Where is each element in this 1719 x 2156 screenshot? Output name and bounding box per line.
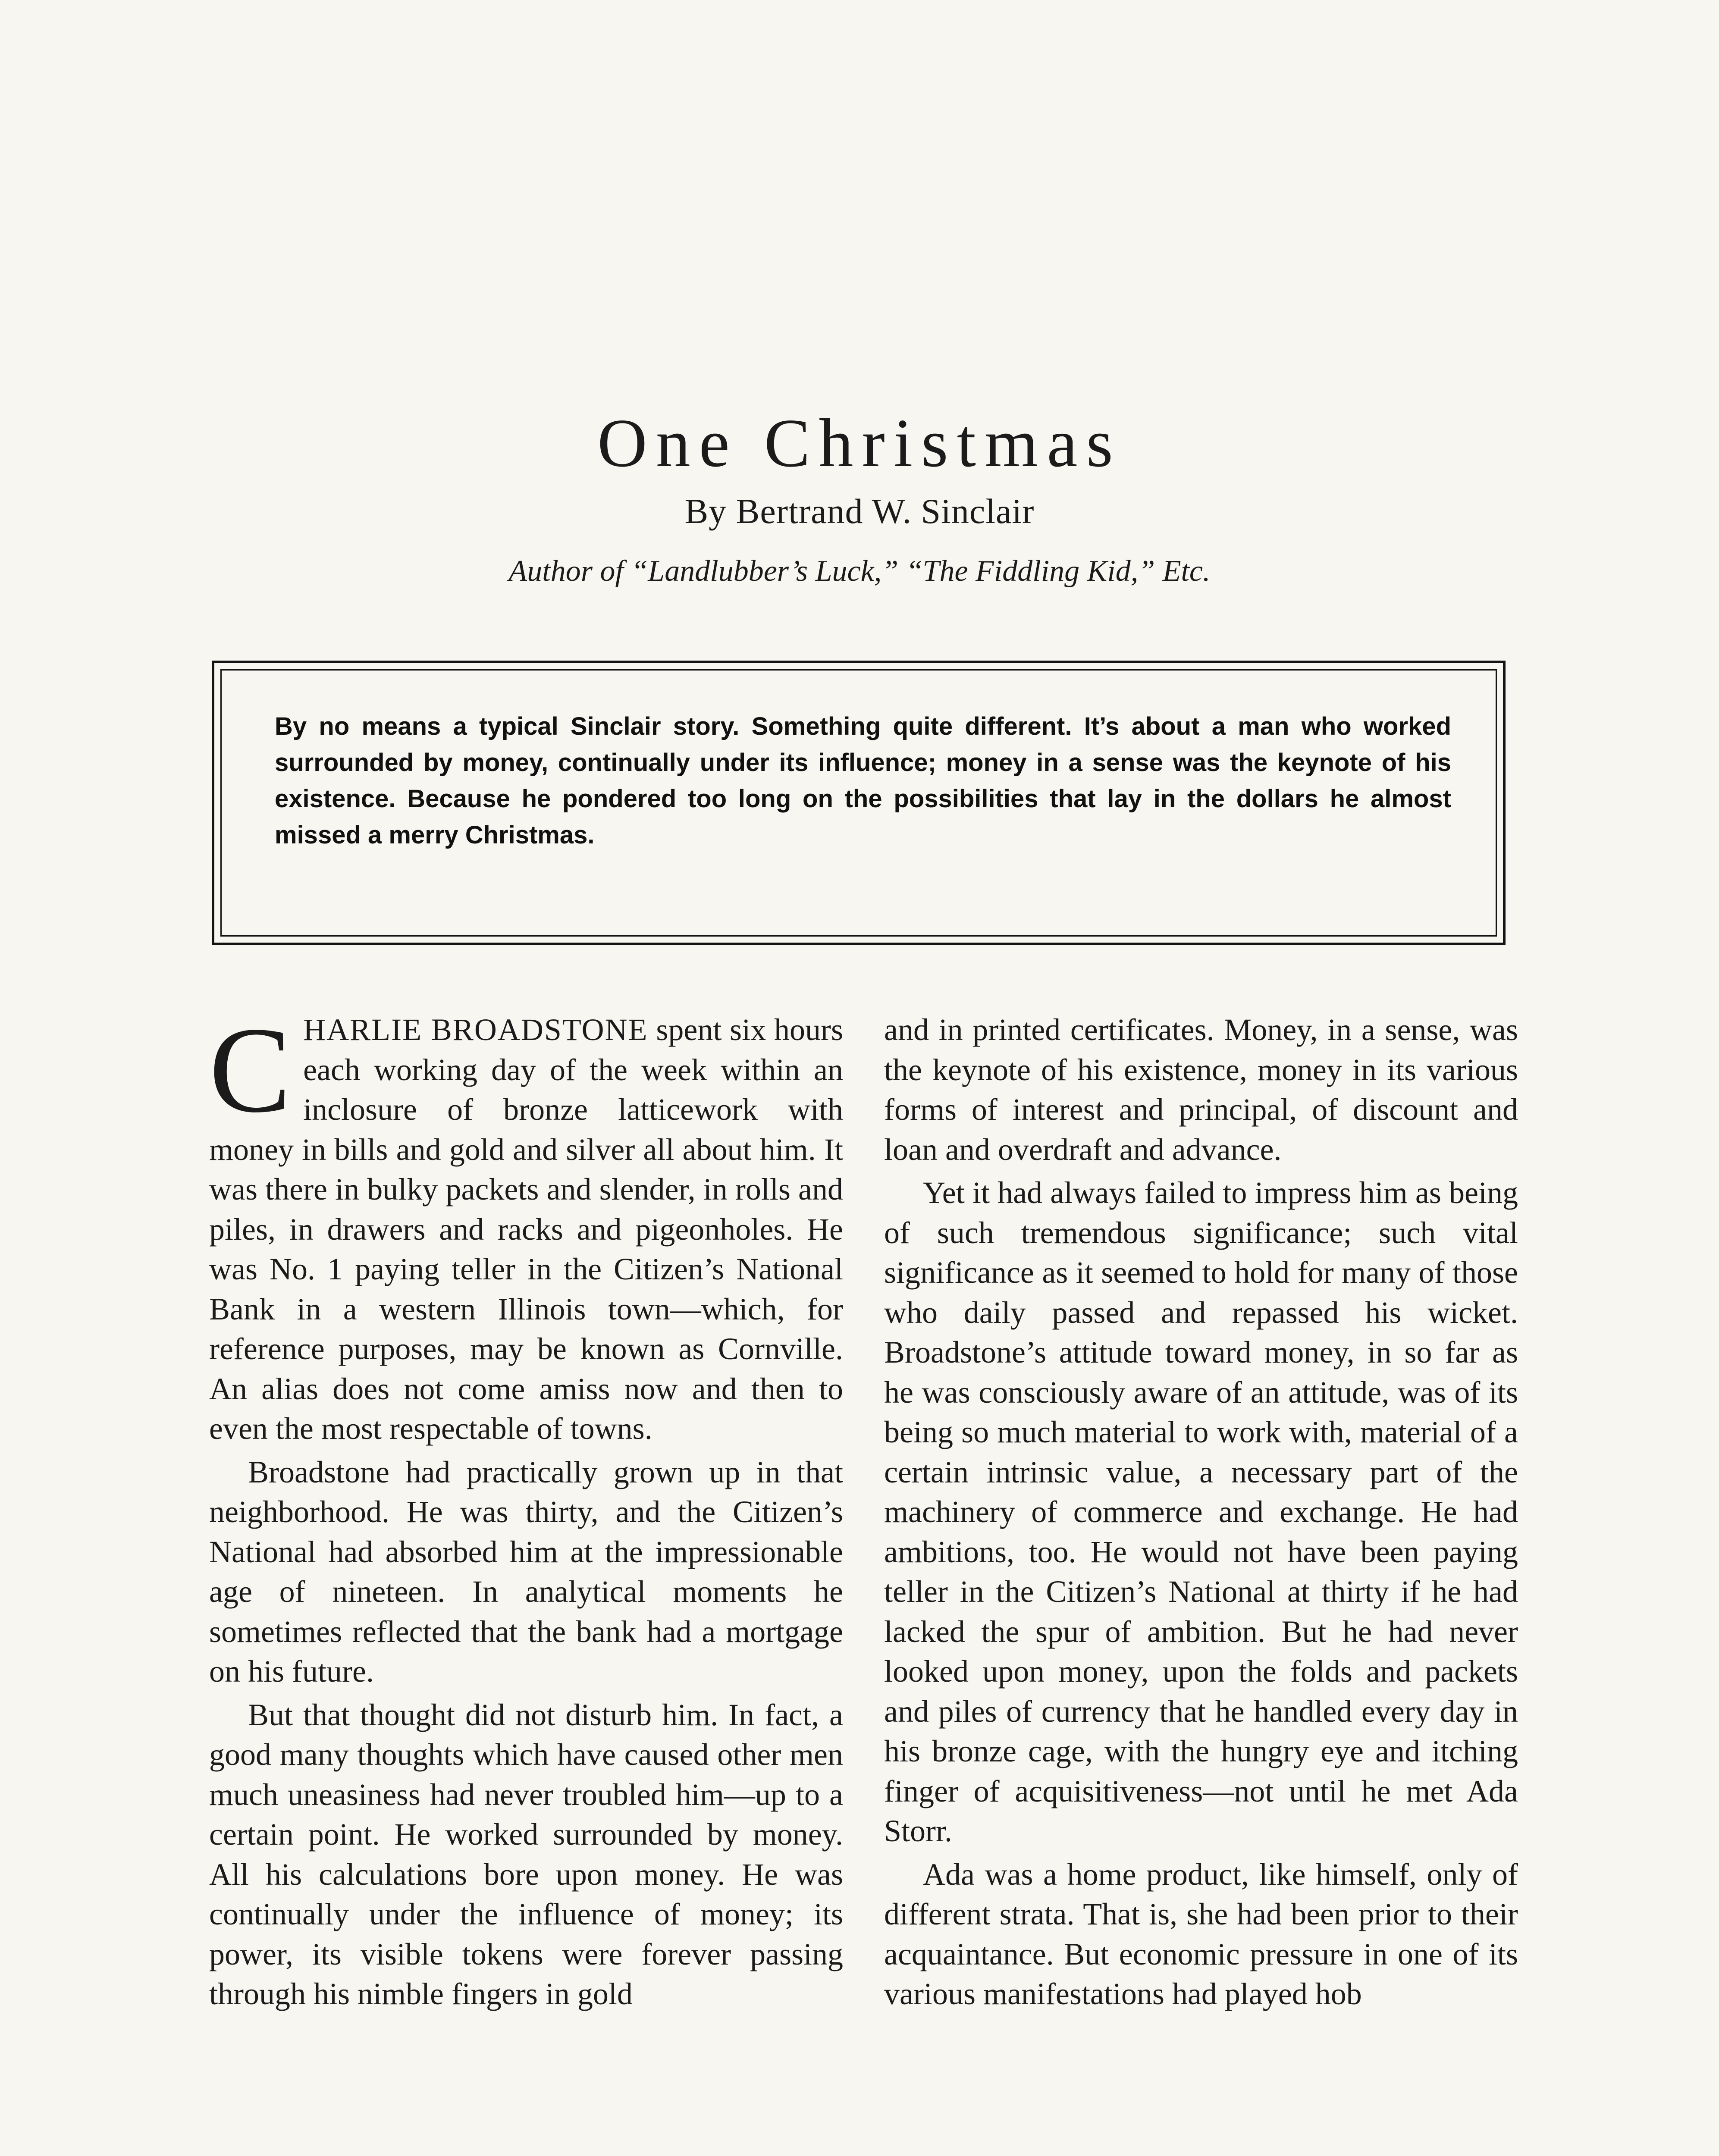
right-paragraph-1: and in printed certificates. Money, in a sense, was the keynote of his existence, money in its various forms of interest and principal, of discount and loan and overdraft and advance.	[884, 1012, 1518, 1167]
author-credits: Author of “Landlubber’s Luck,” “The Fiddling Kid,” Etc.	[508, 555, 1211, 588]
story-abstract-box	[212, 661, 1506, 945]
right-paragraph-3: Ada was a home product, like himself, only of different strata. That is, she had been prior to their acquaintance. But economic pressure in one of its various manifestations had played hob	[884, 1857, 1518, 2011]
opening-small-caps: HARLIE BROADSTONE	[303, 1012, 648, 1047]
left-paragraph-2: Broadstone had practically grown up in that neighborhood. He was thirty, and the Citizen’s National had absorbed him at the impressionable age of nineteen. In analytical moments he sometimes reflected that the bank had a mortgage on his future.	[209, 1454, 843, 1689]
story-title: One Christmas	[597, 404, 1122, 482]
story-abstract-text: By no means a typical Sinclair story. Something quite different. It’s about a man who worked surrounded by money, continually under its influence; money in a sense was the keynote of his existence. Because he pondered too long on the possibilities that lay in the dollars he almost missed a merry Christmas.	[275, 712, 1451, 849]
opening-paragraph	[209, 1002, 844, 1449]
left-text-column	[209, 1002, 844, 2018]
right-text-column	[884, 1010, 1518, 2018]
left-paragraph-3: But that thought did not disturb him. In fact, a good many thoughts which have caused other men much uneasiness had never troubled him—up to a certain point. He worked surrounded by money. All his calculations bore upon money. He was continually under the influence of money; its power, its visible tokens were forever passing through his nimble fingers in gold	[209, 1697, 843, 2011]
story-byline: By Bertrand W. Sinclair	[684, 492, 1035, 531]
drop-cap: C	[209, 1002, 292, 1138]
opening-paragraph-text: spent six hours each working day of the week within an inclosure of bronze latticework with money in bills and gold and silver all about him. It was there in bulky packets and slender, in rolls and piles, in drawers and racks and pigeonholes. He was No. 1 paying teller in the Citizen’s National Bank in a western Illinois town—which, for reference purposes, may be known as Cornville. An alias does not come amiss now and then to even the most respectable of towns.	[209, 1012, 844, 1446]
right-paragraph-2: Yet it had always failed to impress him as being of such tremendous significance; such vital significance as it seemed to hold for many of those who daily passed and repassed his wicket. Broadstone’s attitude toward money, in so far as he was consciously aware of an attitude, was of its being so much material to work with, material of a certain intrinsic value, a necessary part of the machinery of commerce and exchange. He had ambitions, too. He would not have been paying teller in the Citizen’s National at thirty if he had lacked the spur of ambition. But he had never looked upon money, upon the folds and packets and piles of currency that he handled every day in his bronze cage, with the hungry eye and itching finger of acquisitiveness—not until he met Ada Storr.	[884, 1175, 1518, 1848]
